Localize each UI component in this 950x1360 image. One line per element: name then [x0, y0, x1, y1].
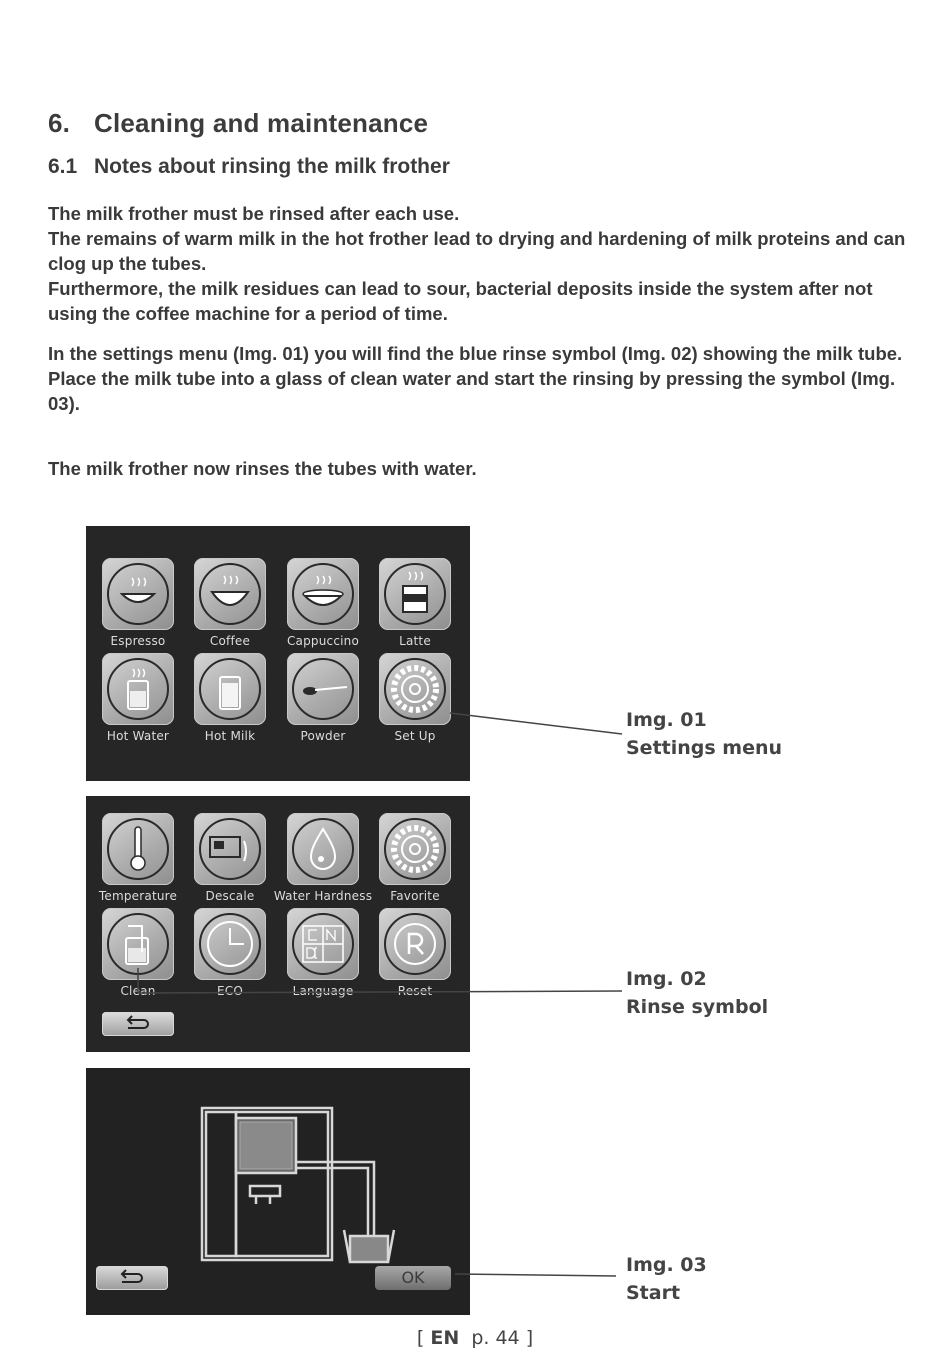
img03-caption — [626, 1251, 707, 1307]
tile-label: Set Up — [394, 729, 436, 743]
reset-tile[interactable] — [379, 908, 451, 980]
hot-water-tile[interactable] — [102, 653, 174, 725]
water-hardness-tile[interactable] — [287, 813, 359, 885]
eco-tile[interactable] — [194, 908, 266, 980]
tile-label: ECO — [216, 984, 243, 998]
clean-tile[interactable] — [102, 908, 174, 980]
caption-id: Img. 01 — [626, 709, 707, 731]
section-heading — [48, 108, 428, 139]
thermometer-icon — [102, 813, 174, 885]
tile-label: Cappuccino — [286, 634, 360, 648]
water-drop-icon — [287, 813, 359, 885]
text-line: The milk frother must be rinsed after each use. — [48, 203, 460, 224]
espresso-tile[interactable] — [102, 558, 174, 630]
tile-label: Powder — [300, 729, 346, 743]
rinse-glass-icon — [102, 908, 174, 980]
hot-water-glass-icon — [102, 653, 174, 725]
page-footer: [ EN p. 44 ] — [416, 1327, 534, 1349]
hot-milk-tile[interactable] — [194, 653, 266, 725]
section-title: Cleaning and maintenance — [94, 108, 429, 138]
footer-language: EN — [430, 1327, 460, 1349]
tile-label: Hot Milk — [204, 729, 256, 743]
espresso-cup-icon — [102, 558, 174, 630]
caption-text: Settings menu — [626, 737, 783, 759]
section-number: 6. — [48, 108, 71, 138]
back-arrow-icon — [96, 1266, 168, 1290]
powder-tile[interactable] — [287, 653, 359, 725]
coffee-cup-icon — [194, 558, 266, 630]
tile-label: Temperature — [98, 889, 178, 903]
cappuccino-tile[interactable] — [287, 558, 359, 630]
text-line: The milk frother now rinses the tubes with water. — [48, 458, 477, 479]
settings-submenu-screen — [86, 796, 470, 1052]
tile-label: Coffee — [209, 634, 251, 648]
img02-caption — [626, 965, 768, 1021]
tile-label: Clean — [120, 984, 156, 998]
cappuccino-cup-icon — [287, 558, 359, 630]
gear-icon — [379, 653, 451, 725]
text-line: Furthermore, the milk residues can lead to sour, bacterial deposits inside the system after not using the coffee machine for a period of time. — [48, 278, 873, 324]
back-button[interactable] — [96, 1266, 168, 1290]
caption-text: Rinse symbol — [626, 996, 769, 1018]
caption-text: Start — [626, 1282, 681, 1304]
tile-label: Espresso — [110, 634, 166, 648]
latte-glass-icon — [379, 558, 451, 630]
tile-label: Language — [292, 984, 354, 998]
language-tile[interactable] — [287, 908, 359, 980]
ok-button[interactable]: OK — [375, 1266, 451, 1290]
set-up-tile[interactable] — [379, 653, 451, 725]
text-line: Place the milk tube into a glass of clean water and start the rinsing by pressing the symbol (Img. 03). — [48, 368, 896, 414]
tile-label: Reset — [397, 984, 433, 998]
coffee-tile[interactable] — [194, 558, 266, 630]
footer-page: p. 44 — [471, 1327, 520, 1349]
language-icon — [287, 908, 359, 980]
caption-id: Img. 03 — [626, 1254, 707, 1276]
subsection-title: Notes about rinsing the milk frother — [94, 155, 450, 178]
caption-id: Img. 02 — [626, 968, 707, 990]
reset-icon — [379, 908, 451, 980]
favorite-tile[interactable] — [379, 813, 451, 885]
text-line: The remains of warm milk in the hot frother lead to drying and hardening of milk proteins and can clog up the tubes. — [48, 228, 906, 274]
temperature-tile[interactable] — [102, 813, 174, 885]
clock-icon — [194, 908, 266, 980]
settings-menu-screen — [86, 526, 470, 781]
back-button[interactable] — [102, 1012, 174, 1036]
hot-milk-glass-icon — [194, 653, 266, 725]
back-arrow-icon — [102, 1012, 174, 1036]
gear-icon — [379, 813, 451, 885]
subsection-heading — [48, 155, 450, 179]
paragraph-instructions — [48, 341, 918, 416]
text-line: In the settings menu (Img. 01) you will find the blue rinse symbol (Img. 02) showing the milk tube. — [48, 343, 903, 364]
tile-label: Favorite — [390, 889, 440, 903]
tile-label: Water Hardness — [273, 889, 373, 903]
tile-label: Descale — [205, 889, 255, 903]
latte-tile[interactable] — [379, 558, 451, 630]
powder-spoon-icon — [287, 653, 359, 725]
descale-icon — [194, 813, 266, 885]
rinse-start-screen — [86, 1068, 470, 1315]
descale-tile[interactable] — [194, 813, 266, 885]
tile-label: Hot Water — [106, 729, 170, 743]
subsection-number: 6.1 — [48, 155, 78, 178]
paragraph-result — [48, 456, 918, 481]
img01-caption — [626, 706, 782, 762]
paragraph-rinse-reason — [48, 201, 918, 326]
tile-label: Latte — [399, 634, 431, 648]
